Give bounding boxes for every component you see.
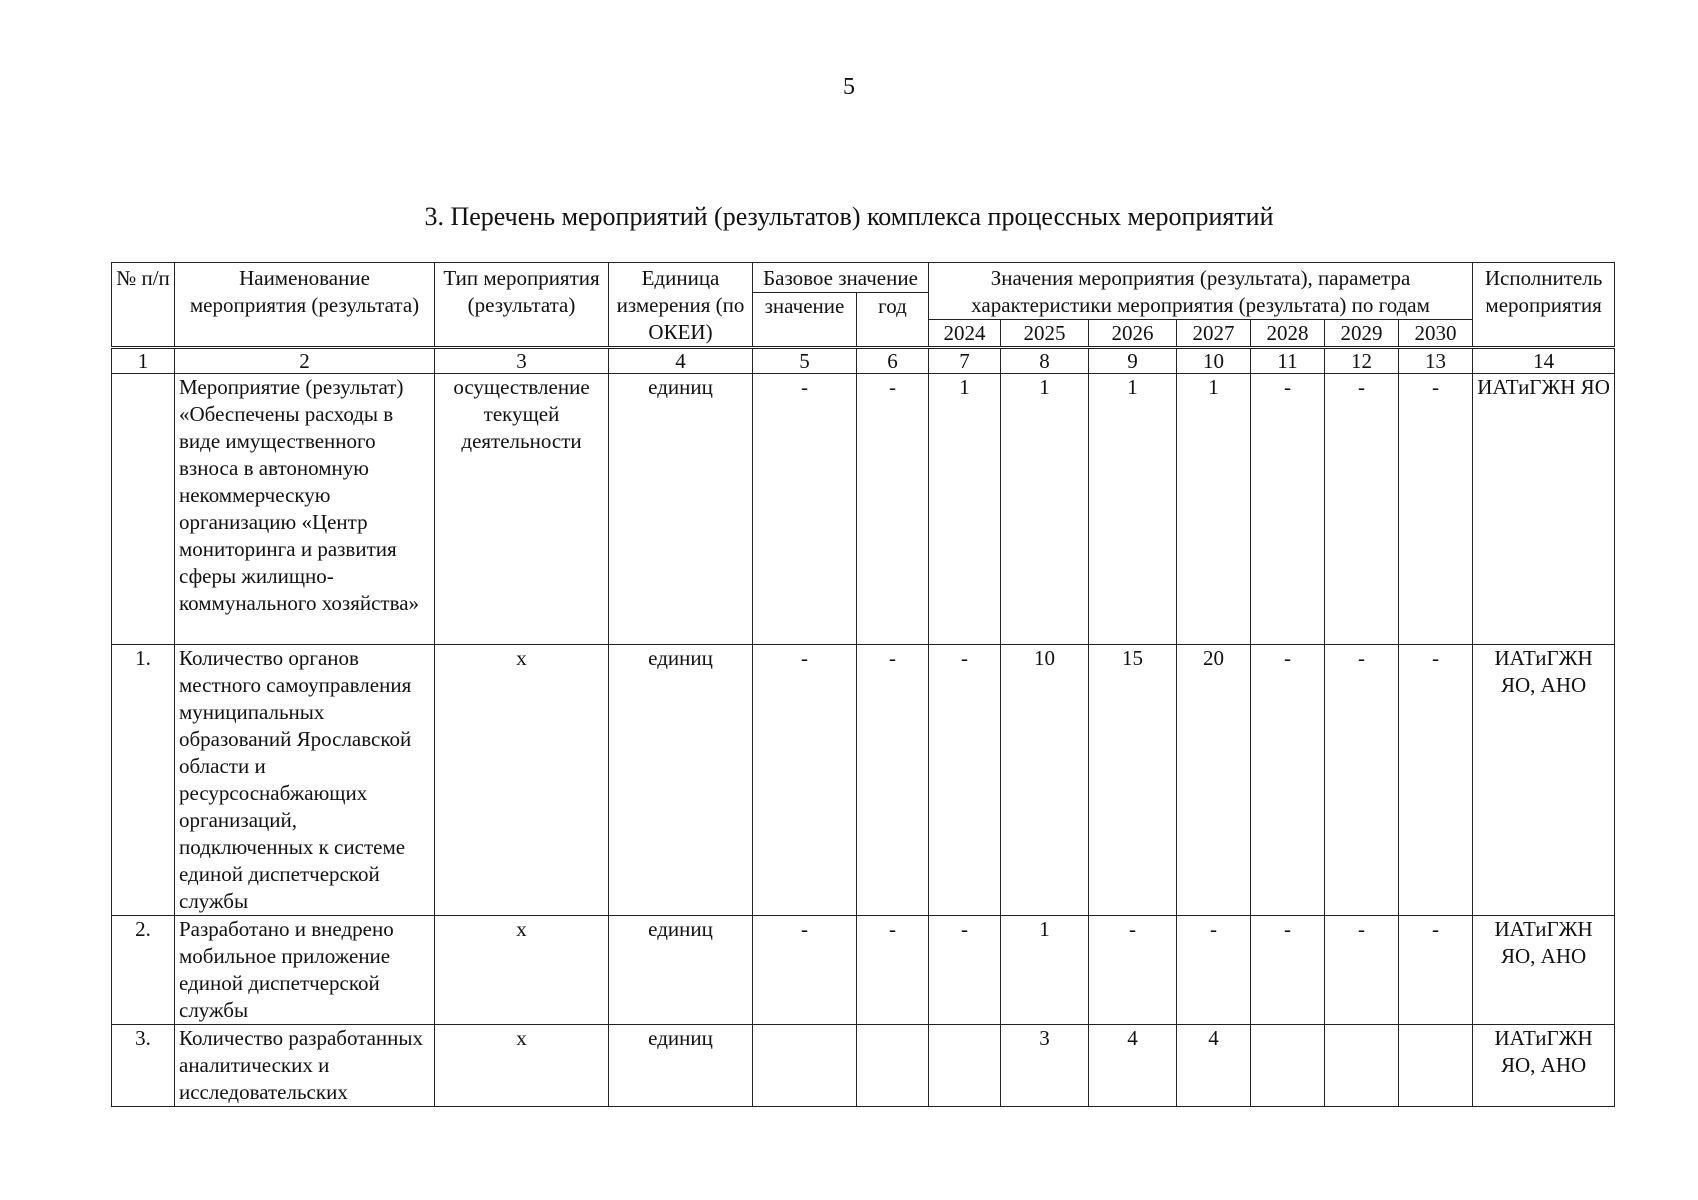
row-value-2028 <box>1251 1025 1325 1107</box>
header-unit: Единица измерения (по ОКЕИ) <box>609 263 753 348</box>
row-base-value: - <box>753 916 857 1025</box>
row-value-2025: 10 <box>1001 645 1089 916</box>
row-value-2030: - <box>1399 645 1473 916</box>
table-row <box>112 916 1615 1025</box>
row-value-2026: 4 <box>1089 1025 1177 1107</box>
measures-table <box>111 262 1615 1107</box>
row-num: 1. <box>112 645 175 916</box>
row-value-2029 <box>1325 1025 1399 1107</box>
row-name: Разработано и внедрено мобильное приложение единой диспетчерской службы <box>175 916 435 1025</box>
row-unit: единиц <box>609 1025 753 1107</box>
row-value-2030: - <box>1399 374 1473 645</box>
row-value-2027: 20 <box>1177 645 1251 916</box>
column-number: 11 <box>1251 348 1325 374</box>
row-value-2024: 1 <box>929 374 1001 645</box>
row-value-2027: 1 <box>1177 374 1251 645</box>
row-unit: единиц <box>609 374 753 645</box>
column-number: 14 <box>1473 348 1615 374</box>
row-value-2024 <box>929 1025 1001 1107</box>
row-executor: ИАТиГЖН ЯО, АНО <box>1473 916 1615 1025</box>
row-name: Количество органов местного самоуправления муниципальных образований Ярославской области и ресурсоснабжающих организаций, подключенных к системе единой диспетчерской службы <box>175 645 435 916</box>
header-base-value: значение <box>753 293 857 348</box>
row-type: х <box>435 916 609 1025</box>
row-value-2025: 3 <box>1001 1025 1089 1107</box>
row-num <box>112 374 175 645</box>
row-num: 3. <box>112 1025 175 1107</box>
header-row <box>112 263 1615 293</box>
row-unit: единиц <box>609 916 753 1025</box>
column-number: 1 <box>112 348 175 374</box>
row-value-2028: - <box>1251 645 1325 916</box>
row-base-year: - <box>857 645 929 916</box>
row-base-value: - <box>753 374 857 645</box>
header-years-group: Значения мероприятия (результата), параметра характеристики мероприятия (результата) по годам <box>929 263 1473 320</box>
column-number: 8 <box>1001 348 1089 374</box>
column-number: 9 <box>1089 348 1177 374</box>
row-value-2024: - <box>929 645 1001 916</box>
table-row <box>112 374 1615 645</box>
header-type: Тип мероприятия (результата) <box>435 263 609 348</box>
row-value-2030 <box>1399 1025 1473 1107</box>
column-number: 12 <box>1325 348 1399 374</box>
row-value-2028: - <box>1251 916 1325 1025</box>
row-type: х <box>435 1025 609 1107</box>
row-value-2026: 1 <box>1089 374 1177 645</box>
column-number: 4 <box>609 348 753 374</box>
column-number: 6 <box>857 348 929 374</box>
row-name: Количество разработанных аналитических и исследовательских <box>175 1025 435 1107</box>
row-type: х <box>435 645 609 916</box>
column-numbers-row <box>112 348 1615 374</box>
row-base-value <box>753 1025 857 1107</box>
row-unit: единиц <box>609 645 753 916</box>
header-year: 2029 <box>1325 320 1399 348</box>
row-base-year <box>857 1025 929 1107</box>
header-year: 2027 <box>1177 320 1251 348</box>
header-num: № п/п <box>112 263 175 348</box>
table-row <box>112 1025 1615 1107</box>
column-number: 13 <box>1399 348 1473 374</box>
row-value-2026: - <box>1089 916 1177 1025</box>
column-number: 7 <box>929 348 1001 374</box>
row-name: Мероприятие (результат) «Обеспечены расходы в виде имущественного взноса в автономную некоммерческую организацию «Центр мониторинга и развития сферы жилищно-коммунального хозяйства» <box>175 374 435 645</box>
header-year: 2024 <box>929 320 1001 348</box>
row-value-2025: 1 <box>1001 916 1089 1025</box>
header-name: Наименование мероприятия (результата) <box>175 263 435 348</box>
table-row <box>112 645 1615 916</box>
row-type: осуществление текущей деятельности <box>435 374 609 645</box>
header-year: 2025 <box>1001 320 1089 348</box>
row-num: 2. <box>112 916 175 1025</box>
header-base: Базовое значение <box>753 263 929 293</box>
row-value-2026: 15 <box>1089 645 1177 916</box>
row-base-year: - <box>857 916 929 1025</box>
row-base-year: - <box>857 374 929 645</box>
header-year: 2028 <box>1251 320 1325 348</box>
row-value-2029: - <box>1325 645 1399 916</box>
row-executor: ИАТиГЖН ЯО <box>1473 374 1615 645</box>
header-year: 2030 <box>1399 320 1473 348</box>
page-number: 5 <box>843 74 855 100</box>
row-value-2029: - <box>1325 916 1399 1025</box>
header-executor: Исполнитель мероприятия <box>1473 263 1615 348</box>
column-number: 2 <box>175 348 435 374</box>
row-value-2030: - <box>1399 916 1473 1025</box>
column-number: 5 <box>753 348 857 374</box>
row-executor: ИАТиГЖН ЯО, АНО <box>1473 645 1615 916</box>
row-value-2029: - <box>1325 374 1399 645</box>
header-base-year: год <box>857 293 929 348</box>
row-value-2028: - <box>1251 374 1325 645</box>
header-year: 2026 <box>1089 320 1177 348</box>
column-number: 10 <box>1177 348 1251 374</box>
row-value-2027: 4 <box>1177 1025 1251 1107</box>
row-executor: ИАТиГЖН ЯО, АНО <box>1473 1025 1615 1107</box>
document-title: 3. Перечень мероприятий (результатов) комплекса процессных мероприятий <box>424 202 1274 231</box>
row-value-2025: 1 <box>1001 374 1089 645</box>
column-number: 3 <box>435 348 609 374</box>
row-value-2027: - <box>1177 916 1251 1025</box>
row-value-2024: - <box>929 916 1001 1025</box>
row-base-value: - <box>753 645 857 916</box>
